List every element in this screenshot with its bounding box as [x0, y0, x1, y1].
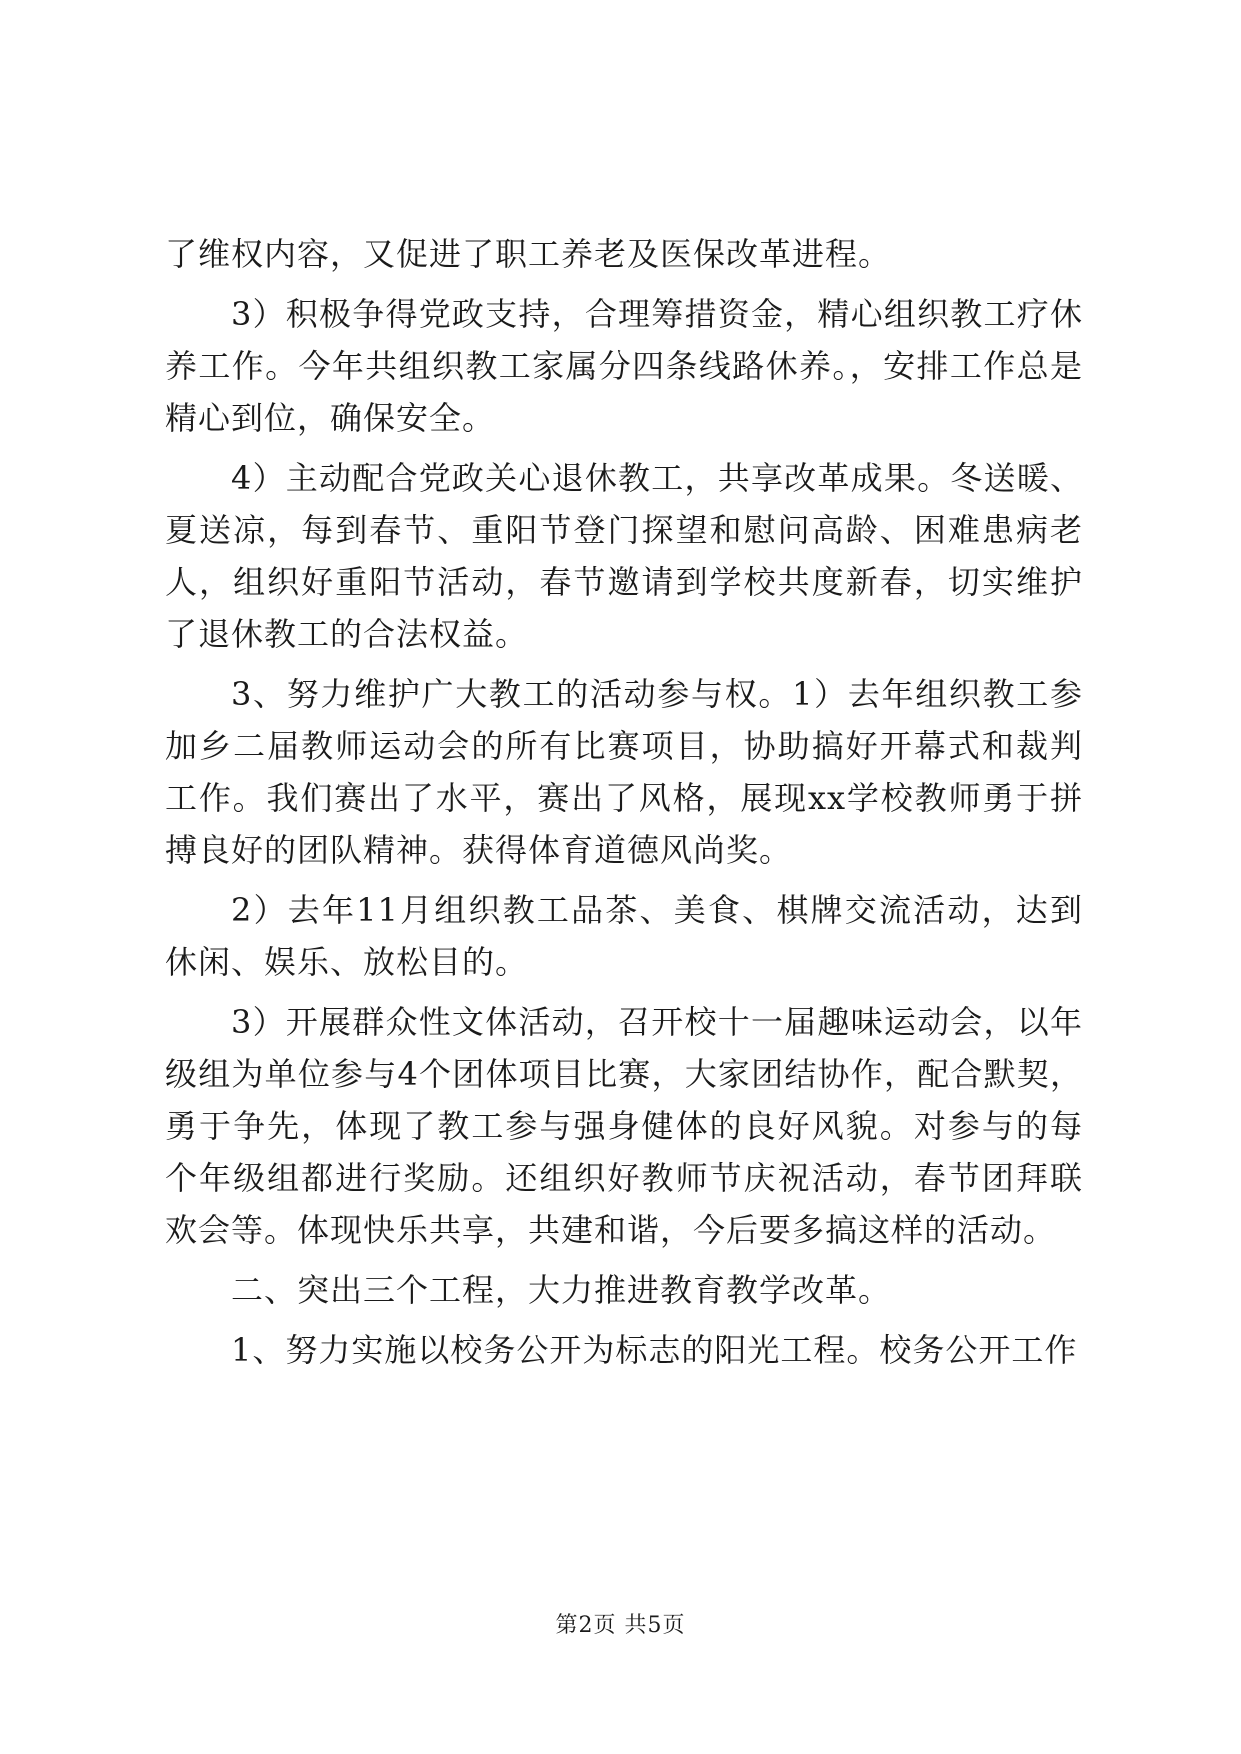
paragraph-5: 2）去年11月组织教工品茶、美食、棋牌交流活动，达到休闲、娱乐、放松目的。 [165, 891, 1083, 981]
paragraph-6: 3）开展群众性文体活动，召开校十一届趣味运动会，以年级组为单位参与4个团体项目比赛，大家团结协作，配合默契，勇于争先，体现了教工参与强身健体的良好风貌。对参与的每个年级组都进行奖励。还组织好教师节庆祝活动，春节团拜联欢会等。体现快乐共享，共建和谐，今后要多搞这样的活动。 [165, 1003, 1083, 1249]
paragraph-4: 3、努力维护广大教工的活动参与权。1）去年组织教工参加乡二届教师运动会的所有比赛项目，协助搞好开幕式和裁判工作。我们赛出了水平，赛出了风格，展现xx学校教师勇于拼搏良好的团队精神。获得体育道德风尚奖。 [165, 675, 1083, 869]
paragraph-7: 1、努力实施以校务公开为标志的阳光工程。校务公开工作 [231, 1331, 1078, 1369]
paragraph-1: 了维权内容，又促进了职工养老及医保改革进程。 [165, 235, 892, 273]
paragraph-3: 4）主动配合党政关心退休教工，共享改革成果。冬送暖、夏送凉，每到春节、重阳节登门探望和慰问高龄、困难患病老人，组织好重阳节活动，春节邀请到学校共度新春，切实维护了退休教工的合法权益。 [165, 459, 1083, 653]
page-number-footer: 第2页 共5页 [555, 1613, 686, 1638]
section-heading: 二、突出三个工程，大力推进教育教学改革。 [231, 1271, 892, 1309]
paragraph-2: 3）积极争得党政支持，合理筹措资金，精心组织教工疗休养工作。今年共组织教工家属分四条线路休养。，安排工作总是精心到位，确保安全。 [165, 295, 1083, 437]
document-body [165, 228, 1083, 1384]
